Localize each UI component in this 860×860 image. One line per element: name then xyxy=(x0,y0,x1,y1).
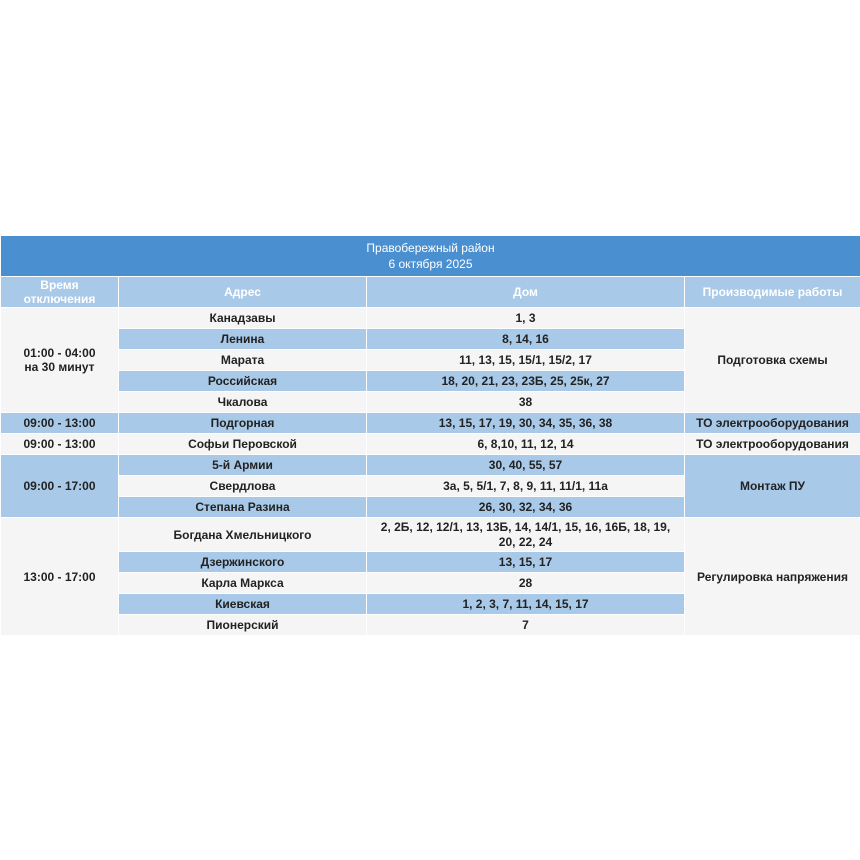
house-cell: 26, 30, 32, 34, 36 xyxy=(367,497,685,518)
header-address: Адрес xyxy=(119,277,367,308)
house-cell: 28 xyxy=(367,573,685,594)
address-cell: Чкалова xyxy=(119,392,367,413)
time-cell: 13:00 - 17:00 xyxy=(1,518,119,636)
house-cell: 11, 13, 15, 15/1, 15/2, 17 xyxy=(367,350,685,371)
house-cell: 2, 2Б, 12, 12/1, 13, 13Б, 14, 14/1, 15, 16, 16Б, 18, 19, 20, 22, 24 xyxy=(367,518,685,552)
table-row xyxy=(1,455,860,476)
address-cell: Ленина xyxy=(119,329,367,350)
header-house: Дом xyxy=(367,277,685,308)
house-cell: 8, 14, 16 xyxy=(367,329,685,350)
address-cell: Софьи Перовской xyxy=(119,434,367,455)
time-note: на 30 минут xyxy=(24,360,95,374)
house-cell: 13, 15, 17, 19, 30, 34, 35, 36, 38 xyxy=(367,413,685,434)
house-cell: 6, 8,10, 11, 12, 14 xyxy=(367,434,685,455)
address-cell: Российская xyxy=(119,371,367,392)
house-cell: 7 xyxy=(367,615,685,636)
outage-table xyxy=(0,235,860,636)
house-cell: 1, 2, 3, 7, 11, 14, 15, 17 xyxy=(367,594,685,615)
address-cell: Марата xyxy=(119,350,367,371)
house-cell: 38 xyxy=(367,392,685,413)
address-cell: Канадзавы xyxy=(119,308,367,329)
work-cell: Монтаж ПУ xyxy=(685,455,860,518)
address-cell: Степана Разина xyxy=(119,497,367,518)
time-cell: 09:00 - 17:00 xyxy=(1,455,119,518)
address-cell: 5-й Армии xyxy=(119,455,367,476)
table-row xyxy=(1,413,860,434)
address-cell: Карла Маркса xyxy=(119,573,367,594)
time-range: 01:00 - 04:00 xyxy=(23,346,96,360)
table-row xyxy=(1,308,860,329)
address-cell: Подгорная xyxy=(119,413,367,434)
work-cell: Регулировка напряжения xyxy=(685,518,860,636)
table-title xyxy=(1,236,860,277)
time-cell xyxy=(1,308,119,413)
address-cell: Богдана Хмельницкого xyxy=(119,518,367,552)
house-cell: 30, 40, 55, 57 xyxy=(367,455,685,476)
time-cell: 09:00 - 13:00 xyxy=(1,413,119,434)
table-row xyxy=(1,434,860,455)
work-cell: Подготовка схемы xyxy=(685,308,860,413)
date-label: 6 октября 2025 xyxy=(388,257,473,271)
address-cell: Пионерский xyxy=(119,615,367,636)
address-cell: Дзержинского xyxy=(119,552,367,573)
work-cell: ТО электрооборудования xyxy=(685,413,860,434)
house-cell: 13, 15, 17 xyxy=(367,552,685,573)
table-row xyxy=(1,518,860,552)
address-cell: Свердлова xyxy=(119,476,367,497)
header-work: Производимые работы xyxy=(685,277,860,308)
work-cell: ТО электрооборудования xyxy=(685,434,860,455)
house-cell: 18, 20, 21, 23, 23Б, 25, 25к, 27 xyxy=(367,371,685,392)
header-time: Время отключения xyxy=(1,277,119,308)
house-cell: 3а, 5, 5/1, 7, 8, 9, 11, 11/1, 11а xyxy=(367,476,685,497)
outage-schedule xyxy=(0,235,860,636)
district-name: Правобережный район xyxy=(366,241,495,255)
time-cell: 09:00 - 13:00 xyxy=(1,434,119,455)
address-cell: Киевская xyxy=(119,594,367,615)
house-cell: 1, 3 xyxy=(367,308,685,329)
